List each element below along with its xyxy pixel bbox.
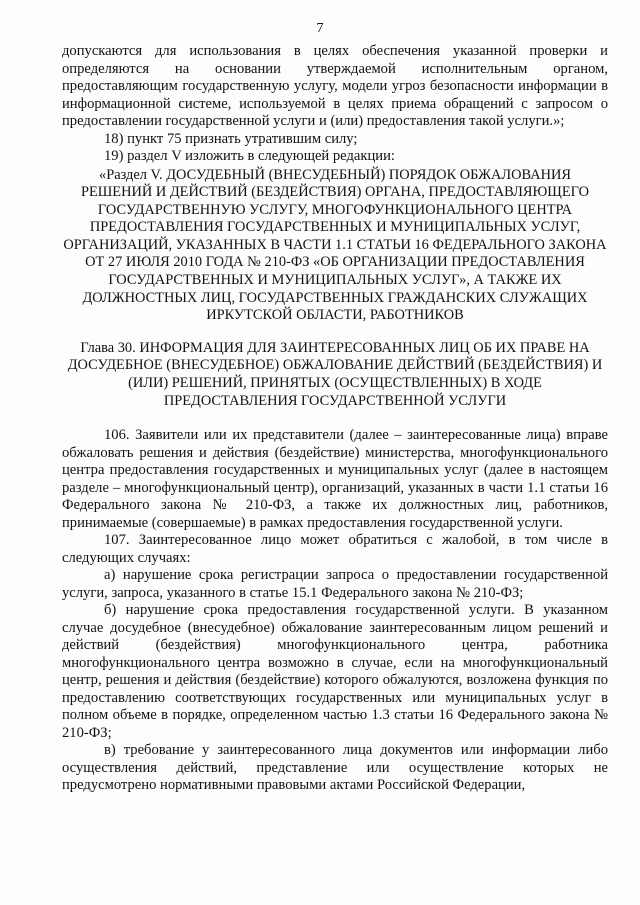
paragraph-107: 107. Заинтересованное лицо может обратиться с жалобой, в том числе в следующих случаях: (62, 532, 608, 566)
paragraph-continuation: допускаются для использования в целях обеспечения указанной проверки и определяются на основании утверждаемой исполнительным органом, предоставляющим государственную услугу, модели угроз безопасности информации в информационной системе, используемой в целях приема обращений с запросом о предоставлении государственной услуги и (или) предоставления такой услуги.»; (62, 43, 608, 129)
document-body (62, 43, 608, 795)
chapter-title: Глава 30. ИНФОРМАЦИЯ ДЛЯ ЗАИНТЕРЕСОВАННЫХ ЛИЦ ОБ ИХ ПРАВЕ НА ДОСУДЕБНОЕ (ВНЕСУДЕБНОЕ) ОБЖАЛОВАНИЕ ДЕЙСТВИЙ (БЕЗДЕЙСТВИЯ) И (ИЛИ) РЕШЕНИЙ, ПРИНЯТЫХ (ОСУЩЕСТВЛЕННЫХ) В ХОДЕ ПРЕДОСТАВЛЕНИЯ ГОСУДАРСТВЕННОЙ УСЛУГИ (67, 339, 603, 409)
paragraph-item-18: 18) пункт 75 признать утратившим силу; (104, 130, 358, 147)
paragraph-107-a: а) нарушение срока регистрации запроса о предоставлении государственной услуги, запроса, указанного в статье 15.1 Федерального закона № 210-ФЗ; (62, 567, 608, 601)
section-title: «Раздел V. ДОСУДЕБНЫЙ (ВНЕСУДЕБНЫЙ) ПОРЯДОК ОБЖАЛОВАНИЯ РЕШЕНИЙ И ДЕЙСТВИЙ (БЕЗДЕЙСТВИЯ) ОРГАНА, ПРЕДОСТАВЛЯЮЩЕГО ГОСУДАРСТВЕННУЮ УСЛУГУ, МНОГОФУНКЦИОНАЛЬНОГО ЦЕНТРА ПРЕДОСТАВЛЕНИЯ ГОСУДАРСТВЕННЫХ И МУНИЦИПАЛЬНЫХ УСЛУГ, ОРГАНИЗАЦИЙ, УКАЗАННЫХ В ЧАСТИ 1.1 СТАТЬИ 16 ФЕДЕРАЛЬНОГО ЗАКОНА ОТ 27 ИЮЛЯ 2010 ГОДА № 210-ФЗ «ОБ ОРГАНИЗАЦИИ ПРЕДОСТАВЛЕНИЯ ГОСУДАРСТВЕННЫХ И МУНИЦИПАЛЬНЫХ УСЛУГ», А ТАКЖЕ ИХ ДОЛЖНОСТНЫХ ЛИЦ, ГОСУДАРСТВЕННЫХ ГРАЖДАНСКИХ СЛУЖАЩИХ ИРКУТСКОЙ ОБЛАСТИ, РАБОТНИКОВ (63, 166, 607, 324)
paragraph-item-19: 19) раздел V изложить в следующей редакции: (104, 148, 395, 164)
page-number: 7 (316, 21, 324, 36)
paragraph-107-b: б) нарушение срока предоставления государственной услуги. В указанном случае досудебное (внесудебное) обжалование заинтересованным лицом решений и действий (бездействия) многофункционального центра, работника многофункционального центра возможно в случае, если на многофункциональный центр, решения и действия (бездействие) которого обжалуются, возложена функция по предоставлению соответствующих государственных или муниципальных услуг в полном объеме в порядке, определенном частью 1.3 статьи 16 Федерального закона № 210-ФЗ; (62, 602, 608, 741)
paragraph-106: 106. Заявители или их представители (далее – заинтересованные лица) вправе обжаловать решения и действия (бездействие) министерства, многофункционального центра предоставления государственных и муниципальных услуг (далее в настоящем разделе – многофункциональный центр), организаций, указанных в части 1.1 статьи 16 Федерального закона № 210-ФЗ, а также их должностных лиц, работников, принимаемые (совершаемые) в рамках предоставления государственной услуги. (62, 427, 608, 531)
paragraph-107-v: в) требование у заинтересованного лица документов или информации либо осуществления действий, представление или осуществление которых не предусмотрено нормативными правовыми актами Российской Федерации, (62, 742, 608, 794)
